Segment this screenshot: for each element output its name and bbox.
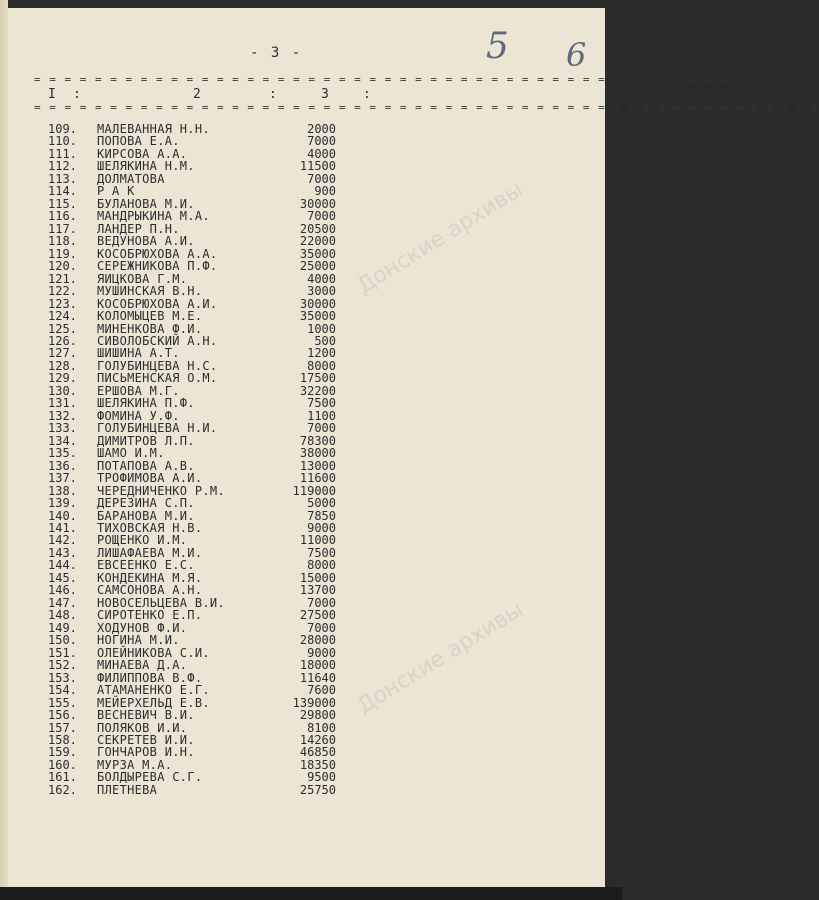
record-amount: 7000 [307,421,336,436]
record-amount: 2000 [307,122,336,136]
record-amount: 7000 [307,171,336,186]
record-amount: 7600 [307,683,336,698]
record-name: ОЛЕЙНИКОВА С.И. [97,645,210,660]
record-amount: 11000 [299,533,336,548]
record-amount: 5000 [307,496,336,511]
record-number: 127. [48,346,77,361]
record-amount: 3000 [307,284,336,299]
record-name: ШАМО И.М. [97,446,165,461]
record-number: 151. [48,645,77,660]
record-amount: 25750 [299,782,336,797]
record-name: КОЛОМЫЦЕВ М.Е. [97,309,203,324]
page-number: - 3 - [250,45,303,61]
record-amount: 7000 [307,595,336,610]
column-header-1: I [48,87,56,102]
record-amount: 500 [314,333,336,348]
record-name: Р А К [97,184,135,199]
record-amount: 8100 [307,720,336,735]
watermark: Донские архивы [353,597,528,720]
record-amount: 7000 [307,209,336,224]
record-number: 157. [48,720,77,735]
record-number: 112. [48,159,77,174]
list-item [48,235,368,247]
watermark: Донские архивы [353,177,528,300]
record-name: ПИСЬМЕНСКАЯ О.М. [97,371,218,386]
record-number: 110. [48,134,77,149]
record-number: 142. [48,533,77,548]
record-number: 141. [48,521,77,535]
record-amount: 27500 [299,608,336,623]
record-number: 114. [48,184,77,199]
record-name: МУРЗА М.А. [97,757,173,772]
record-name: САМСОНОВА А.Н. [97,583,203,598]
record-number: 158. [48,732,77,747]
record-number: 145. [48,570,77,585]
record-name: ФОМИНА У.Ф. [97,408,180,423]
record-amount: 11600 [299,471,336,486]
record-number: 150. [48,633,77,648]
record-number: 122. [48,284,77,299]
list-item [48,684,368,696]
record-number: 137. [48,471,77,486]
record-amount: 17500 [299,371,336,386]
list-item [48,472,368,484]
list-item [48,160,368,172]
record-number: 153. [48,670,77,685]
record-name: ВЕСНЕВИЧ В.И. [97,708,195,723]
record-number: 155. [48,695,77,710]
record-name: ЕВСЕЕНКО Е.С. [97,558,195,573]
record-amount: 28000 [299,633,336,648]
record-name: ЧЕРЕДНИЧЕНКО Р.М. [97,483,225,498]
record-name: ДЕРЕЗИНА С.П. [97,496,195,511]
record-amount: 7000 [307,620,336,635]
record-number: 126. [48,333,77,348]
record-amount: 9000 [307,645,336,660]
record-name: ХОДУНОВ Ф.И. [97,620,188,635]
record-amount: 14260 [299,732,336,747]
record-number: 124. [48,309,77,324]
record-number: 159. [48,745,77,760]
list-item [48,260,368,272]
record-number: 140. [48,508,77,523]
record-number: 143. [48,545,77,560]
record-name: ШЕЛЯКИНА П.Ф. [97,396,195,411]
record-amount: 8000 [307,558,336,573]
page-bottom-edge [0,887,622,900]
record-name: МУШИНСКАЯ В.Н. [97,284,203,299]
record-number: 113. [48,171,77,186]
record-name: ФИЛИППОВА В.Ф. [97,670,203,685]
list-item [48,210,368,222]
record-name: МИНЕНКОВА Ф.И. [97,321,203,336]
record-amount: 78300 [299,433,336,448]
record-name: ВЕДУНОВА А.И. [97,234,195,249]
record-number: 120. [48,259,77,274]
record-amount: 7500 [307,545,336,560]
record-amount: 32200 [299,383,336,398]
list-item [48,659,368,671]
record-name: ПОПОВА Е.А. [97,134,180,149]
handwritten-mark: 5 [486,26,509,67]
record-number: 132. [48,408,77,423]
record-amount: 20500 [299,221,336,236]
record-name: АТАМАНЕНКО Е.Г. [97,683,210,698]
record-name: НОГИНА М.И. [97,633,180,648]
list-item [48,372,368,384]
list-item [48,709,368,721]
record-name: КОСОБРЮХОВА А.И. [97,296,218,311]
record-name: ЛАНДЕР П.Н. [97,221,180,236]
record-number: 118. [48,234,77,249]
record-amount: 35000 [299,246,336,261]
record-amount: 38000 [299,446,336,461]
record-name: МЕЙЕРХЕЛЬД Е.В. [97,695,210,710]
list-item [48,285,368,297]
record-amount: 46850 [299,745,336,760]
column-separator: : [363,87,371,102]
record-number: 111. [48,146,77,161]
record-number: 144. [48,558,77,573]
record-name: СИВОЛОБСКИЙ А.Н. [97,333,218,348]
record-amount: 25000 [299,259,336,274]
page-left-edge [0,0,8,900]
record-name: СЕРЕЖНИКОВА П.Ф. [97,259,218,274]
separator-line: = = = = = = = = = = = = = = = = = = = = = = = = = = = = = = = = = = = = = = = = = = = = = = = = = = = = [34,101,819,114]
record-name: СИРОТЕНКО Е.П. [97,608,203,623]
list-item [48,771,368,783]
record-amount: 1000 [307,321,336,336]
record-amount: 18350 [299,757,336,772]
record-number: 119. [48,246,77,261]
list-item [48,185,368,197]
record-name: ТИХОВСКАЯ Н.В. [97,521,203,535]
record-number: 139. [48,496,77,511]
record-amount: 1100 [307,408,336,423]
record-amount: 30000 [299,296,336,311]
record-number: 146. [48,583,77,598]
record-number: 116. [48,209,77,224]
record-number: 162. [48,782,77,797]
record-amount: 1200 [307,346,336,361]
record-number: 134. [48,433,77,448]
record-name: МАЛЕВАННАЯ Н.Н. [97,122,210,136]
list-item [48,397,368,409]
record-amount: 7850 [307,508,336,523]
document-page [8,8,819,887]
list-item [48,497,368,509]
record-name: БУЛАНОВА М.И. [97,196,195,211]
record-name: ЯИЦКОВА Г.М. [97,271,188,286]
column-separator: : [269,87,277,102]
list-item [48,559,368,571]
record-amount: 119000 [292,483,336,498]
record-amount: 139000 [292,695,336,710]
record-number: 133. [48,421,77,436]
record-name: ГОЛУБИНЦЕВА Н.С. [97,358,218,373]
record-number: 123. [48,296,77,311]
record-number: 156. [48,708,77,723]
record-name: ГОЛУБИНЦЕВА Н.И. [97,421,218,436]
record-name: ПЛЕТНЕВА [97,782,158,797]
record-name: КОНДЕКИНА М.Я. [97,570,203,585]
record-name: ТРОФИМОВА А.И. [97,471,203,486]
record-number: 109. [48,122,77,136]
record-number: 136. [48,458,77,473]
list-item [48,609,368,621]
record-number: 130. [48,383,77,398]
list-item [48,447,368,459]
record-name: БОЛДЫРЕВА С.Г. [97,770,203,785]
record-name: СЕКРЕТЕВ И.И. [97,732,195,747]
record-amount: 900 [314,184,336,199]
record-name: НОВОСЕЛЬЦЕВА В.И. [97,595,225,610]
record-name: КОСОБРЮХОВА А.А. [97,246,218,261]
list-item [48,422,368,434]
record-number: 160. [48,757,77,772]
record-name: ГОНЧАРОВ И.Н. [97,745,195,760]
record-amount: 13700 [299,583,336,598]
record-name: КИРСОВА А.А. [97,146,188,161]
record-number: 128. [48,358,77,373]
record-name: ДОЛМАТОВА [97,171,165,186]
record-name: БАРАНОВА М.И. [97,508,195,523]
record-number: 149. [48,620,77,635]
handwritten-mark: 6 [566,36,587,74]
record-name: ЛИШАФАЕВА М.И. [97,545,203,560]
record-number: 121. [48,271,77,286]
record-number: 138. [48,483,77,498]
record-amount: 7000 [307,134,336,149]
record-amount: 15000 [299,570,336,585]
record-number: 154. [48,683,77,698]
list-item [48,784,368,796]
record-amount: 11640 [299,670,336,685]
record-amount: 22000 [299,234,336,249]
record-name: ПОЛЯКОВ И.И. [97,720,188,735]
record-number: 115. [48,196,77,211]
record-amount: 35000 [299,309,336,324]
column-separator: : [73,87,81,102]
record-number: 125. [48,321,77,336]
list-item [48,310,368,322]
record-name: ПОТАПОВА А.В. [97,458,195,473]
record-number: 129. [48,371,77,386]
record-amount: 11500 [299,159,336,174]
record-number: 131. [48,396,77,411]
record-amount: 8000 [307,358,336,373]
record-number: 117. [48,221,77,236]
record-amount: 9500 [307,770,336,785]
record-amount: 4000 [307,146,336,161]
list-item [48,584,368,596]
record-number: 152. [48,658,77,673]
record-name: МИНАЕВА Д.А. [97,658,188,673]
record-amount: 29800 [299,708,336,723]
column-header-3: 3 [321,87,329,102]
record-number: 135. [48,446,77,461]
record-amount: 7500 [307,396,336,411]
separator-line: = = = = = = = = = = = = = = = = = = = = = = = = = = = = = = = = = = = = = = = = = = = = = = = = = = = = [34,73,819,86]
records-list [48,123,368,796]
record-amount: 18000 [299,658,336,673]
record-name: РОЩЕНКО И.М. [97,533,188,548]
record-amount: 9000 [307,521,336,535]
record-number: 161. [48,770,77,785]
record-name: МАНДРЫКИНА М.А. [97,209,210,224]
record-name: ДИМИТРОВ Л.П. [97,433,195,448]
record-amount: 30000 [299,196,336,211]
record-name: ШИШИНА А.Т. [97,346,180,361]
record-name: ЕРШОВА М.Г. [97,383,180,398]
record-number: 148. [48,608,77,623]
column-header-2: 2 [193,87,201,102]
record-number: 147. [48,595,77,610]
record-amount: 4000 [307,271,336,286]
record-amount: 13000 [299,458,336,473]
record-name: ШЕЛЯКИНА Н.М. [97,159,195,174]
list-item [48,634,368,646]
